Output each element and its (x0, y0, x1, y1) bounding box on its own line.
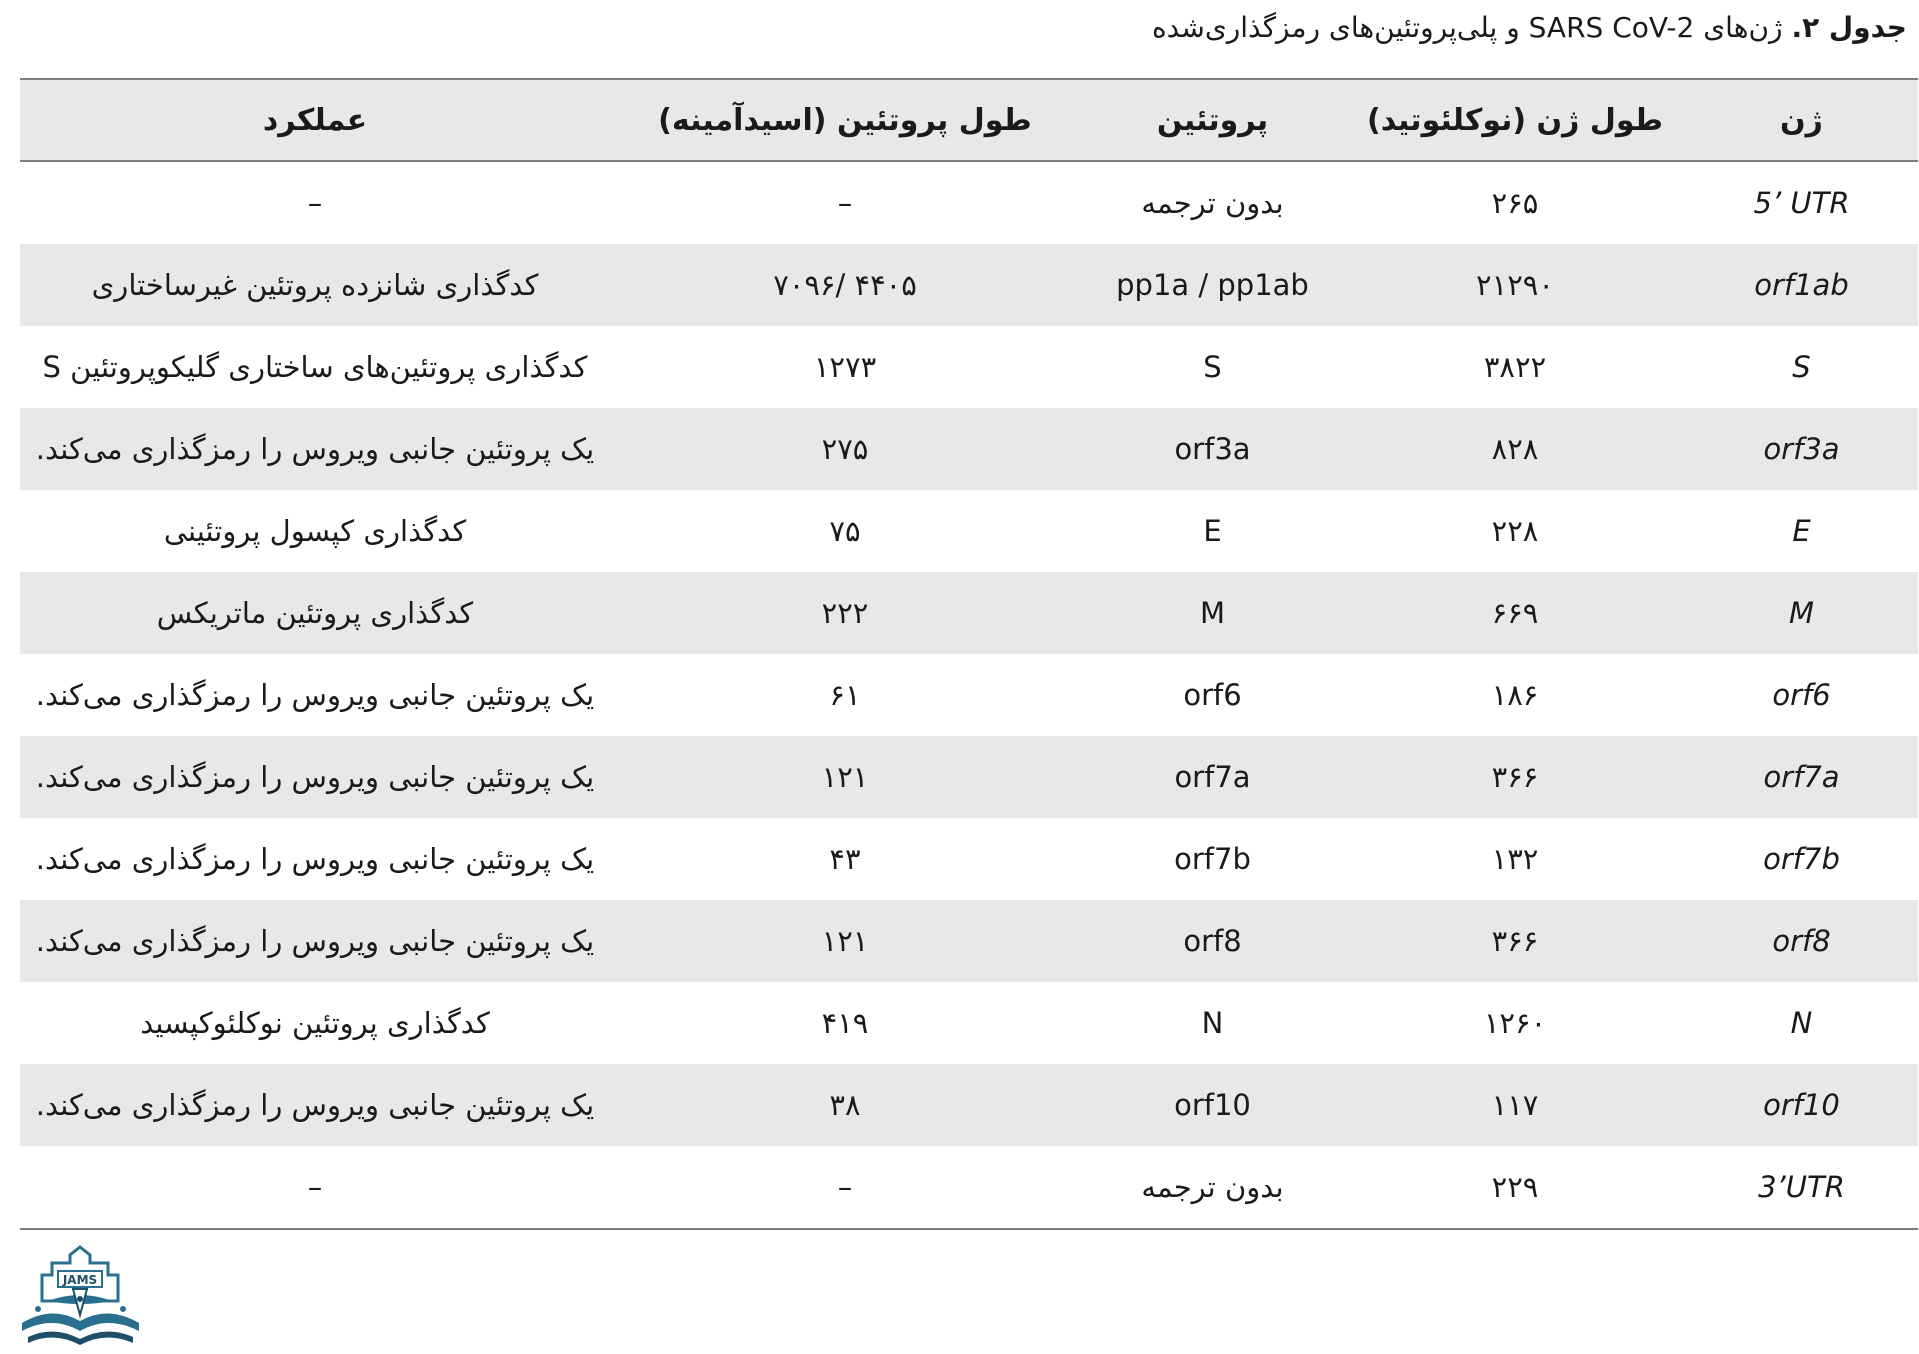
cell-protein-length: ۱۲۱ (821, 924, 869, 958)
cell-function: یک پروتئین جانبی ویروس را رمزگذاری می‌کند. (35, 760, 595, 794)
cell-protein: orf3a (1174, 432, 1251, 466)
jams-logo-icon (18, 1245, 143, 1349)
cell-protein: M (1199, 596, 1226, 630)
table-row (20, 818, 1918, 900)
cell-protein: S (1203, 350, 1222, 384)
cell-protein: pp1a / pp1ab (1116, 268, 1309, 302)
cell-protein-length: ۶۱ (829, 678, 861, 712)
table-row (20, 654, 1918, 736)
cell-protein: orf8 (1183, 924, 1242, 958)
table-row (20, 900, 1918, 982)
cell-protein: orf6 (1183, 678, 1242, 712)
cell-gene: 3’UTR (1758, 1170, 1845, 1204)
cell-function: کدگذاری پروتئین‌های ساختاری گلیکوپروتئین S (42, 350, 588, 384)
cell-function: کدگذاری پروتئین ماتریکس (156, 596, 474, 630)
cell-function: یک پروتئین جانبی ویروس را رمزگذاری می‌کند. (35, 842, 595, 876)
cell-function: یک پروتئین جانبی ویروس را رمزگذاری می‌کند. (35, 1088, 595, 1122)
cell-gene-length: ۲۶۵ (1491, 186, 1539, 220)
cell-gene-length: ۳۶۶ (1491, 760, 1539, 794)
caption-label: جدول ۲. (1791, 11, 1907, 44)
cell-gene-length: ۳۸۲۲ (1483, 350, 1547, 384)
cell-function: کدگذاری شانزده پروتئین غیرساختاری (91, 268, 539, 302)
table-row (20, 572, 1918, 654)
cell-gene: 5’ UTR (1753, 186, 1850, 220)
table-row (20, 162, 1918, 244)
logo-text: JAMS (62, 1273, 98, 1287)
cell-protein-length: ۷۵ (829, 514, 861, 548)
cell-protein-length: ۴۴۰۵ /۷۰۹۶ (773, 268, 917, 302)
table-body (20, 162, 1918, 1228)
cell-protein: بدون ترجمه (1141, 1170, 1284, 1204)
cell-protein-length: ۴۳ (829, 842, 861, 876)
cell-gene: orf6 (1772, 678, 1831, 712)
cell-gene-length: ۸۲۸ (1491, 432, 1539, 466)
cell-gene: orf7b (1763, 842, 1840, 876)
caption-virus-name: SARS CoV-2 (1528, 11, 1695, 44)
cell-gene: orf8 (1772, 924, 1831, 958)
cell-gene: M (1788, 596, 1815, 630)
table-row (20, 736, 1918, 818)
header-gene-length: طول ژن (نوکلئوتید) (1367, 102, 1663, 138)
cell-gene-length: ۲۱۲۹۰ (1476, 268, 1554, 302)
genes-table (20, 78, 1918, 1230)
cell-gene: orf3a (1763, 432, 1840, 466)
table-row (20, 408, 1918, 490)
header-protein: پروتئین (1156, 102, 1269, 138)
cell-function: – (307, 186, 323, 220)
cell-gene-length: ۶۶۹ (1491, 596, 1539, 630)
cell-gene-length: ۱۱۷ (1491, 1088, 1539, 1122)
caption-text-post: و پلی‌پروتئین‌های رمزگذاری‌شده (1151, 11, 1520, 44)
cell-function: یک پروتئین جانبی ویروس را رمزگذاری می‌کند. (35, 432, 595, 466)
table-header-row (20, 80, 1918, 162)
cell-function: – (307, 1170, 323, 1204)
table-row (20, 244, 1918, 326)
cell-protein: E (1203, 514, 1222, 548)
cell-protein: orf10 (1174, 1088, 1251, 1122)
cell-protein: orf7b (1174, 842, 1251, 876)
table-row (20, 1064, 1918, 1146)
header-protein-length: طول پروتئین (اسیدآمینه) (658, 102, 1032, 138)
cell-protein-length: ۳۸ (829, 1088, 861, 1122)
cell-gene: orf1ab (1754, 268, 1849, 302)
cell-function: کدگذاری پروتئین نوکلئوکپسید (140, 1006, 490, 1040)
cell-gene-length: ۲۲۹ (1491, 1170, 1539, 1204)
jams-logo (18, 1245, 143, 1349)
table-caption (20, 8, 1907, 48)
cell-gene-length: ۱۲۶۰ (1483, 1006, 1547, 1040)
cell-protein-length: – (837, 186, 853, 220)
header-gene: ژن (1780, 102, 1823, 138)
cell-gene-length: ۱۳۲ (1491, 842, 1539, 876)
cell-function: کدگذاری کپسول پروتئینی (163, 514, 467, 548)
cell-gene: N (1790, 1006, 1813, 1040)
cell-gene: orf10 (1763, 1088, 1840, 1122)
cell-protein-length: – (837, 1170, 853, 1204)
cell-gene-length: ۲۲۸ (1491, 514, 1539, 548)
header-function: عملکرد (262, 102, 368, 138)
cell-protein: بدون ترجمه (1141, 186, 1284, 220)
cell-protein-length: ۴۱۹ (821, 1006, 869, 1040)
cell-gene: E (1792, 514, 1811, 548)
cell-gene: S (1792, 350, 1811, 384)
table-row (20, 326, 1918, 408)
cell-protein-length: ۲۲۲ (821, 596, 869, 630)
cell-gene-length: ۱۸۶ (1491, 678, 1539, 712)
cell-function: یک پروتئین جانبی ویروس را رمزگذاری می‌کند. (35, 678, 595, 712)
table-row (20, 1146, 1918, 1228)
cell-protein: orf7a (1174, 760, 1251, 794)
cell-protein: N (1201, 1006, 1224, 1040)
cell-protein-length: ۲۷۵ (821, 432, 869, 466)
caption-text-pre: ژن‌های (1703, 11, 1783, 44)
table-row (20, 982, 1918, 1064)
cell-function: یک پروتئین جانبی ویروس را رمزگذاری می‌کند. (35, 924, 595, 958)
cell-gene-length: ۳۶۶ (1491, 924, 1539, 958)
cell-protein-length: ۱۲۱ (821, 760, 869, 794)
table-row (20, 490, 1918, 572)
cell-gene: orf7a (1763, 760, 1840, 794)
cell-protein-length: ۱۲۷۳ (813, 350, 877, 384)
